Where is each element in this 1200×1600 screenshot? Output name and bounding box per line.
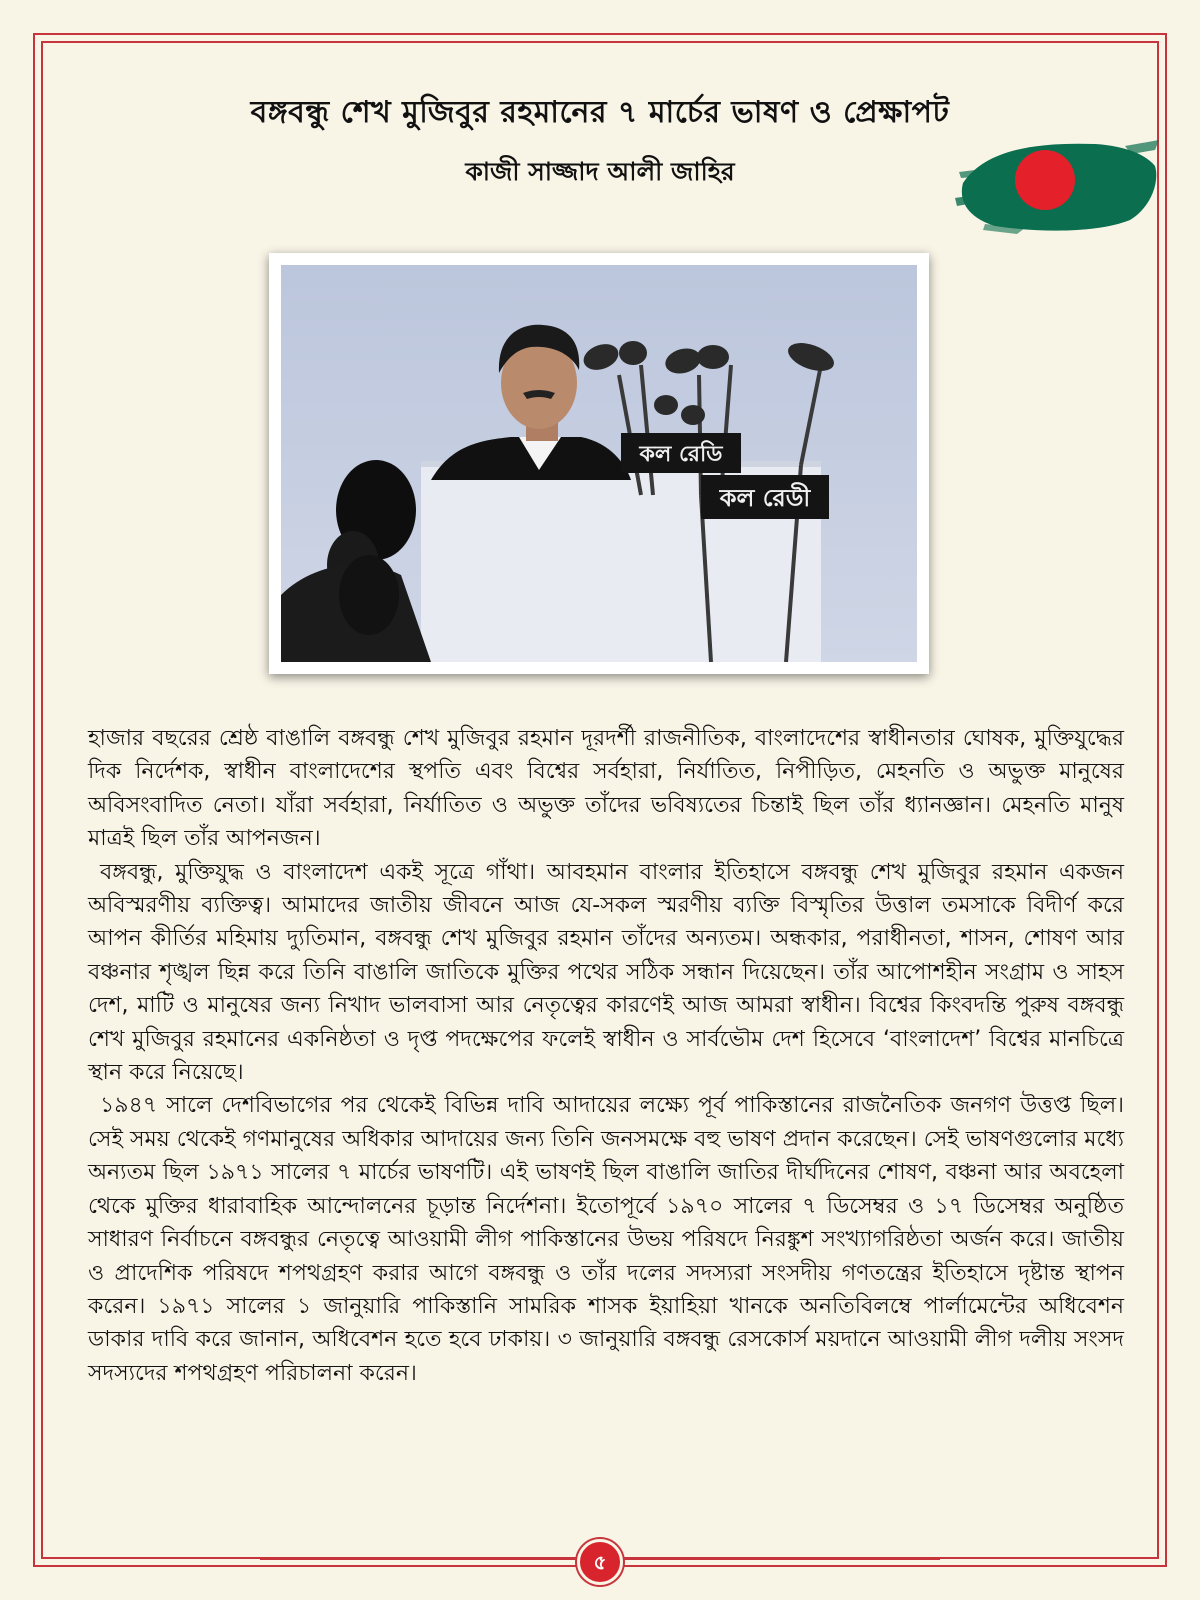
body-paragraph-3: ১৯৪৭ সালে দেশবিভাগের পর থেকেই বিভিন্ন দাবি আদায়ের লক্ষ্যে পূর্ব পাকিস্তানের রাজনৈতিক জনগণ উত্তপ্ত ছিল। সেই সময় থেকেই গণমানুষের অধিকার আদায়ের জন্য তিনি জনসমক্ষে বহু ভাষণ প্রদান করেছেন। সেই ভাষণগুলোর মধ্যে অন্যতম ছিল ১৯৭১ সালের ৭ মার্চের ভাষণটি। এই ভাষণই ছিল বাঙালি জাতির দীর্ঘদিনের শোষণ, বঞ্চনা আর অবহেলা থেকে মুক্তির ধারাবাহিক আন্দোলনের চূড়ান্ত নির্দেশনা। ইতোপূর্বে ১৯৭০ সালের ৭ ডিসেম্বর ও ১৭ ডিসেম্বর অনুষ্ঠিত সাধারণ নির্বাচনে বঙ্গবন্ধুর নেতৃত্বে আওয়ামী লীগ পাকিস্তানের উভয় পরিষদে নিরঙ্কুশ সংখ্যাগরিষ্ঠতা অর্জন করে। জাতীয় ও প্রাদেশিক পরিষদে শপথগ্রহণ করার আগে বঙ্গবন্ধু ও তাঁর দলের সদস্যরা সংসদীয় গণতন্ত্রের ইতিহাসে দৃষ্টান্ত স্থাপন করেন। ১৯৭১ সালের ১ জানুয়ারি পাকিস্তানি সামরিক শাসক ইয়াহিয়া খানকে অনতিবিলম্বে পার্লামেন্টের অধিবেশন ডাকার দাবি করে জানান, অধিবেশন হতে হবে ঢাকায়। ৩ জানুয়ারি বঙ্গবন্ধু রেসকোর্স ময়দানে আওয়ামী লীগ দলীয় সংসদ সদস্যদের শপথগ্রহণ পরিচালনা করেন। [88,1093,1124,1386]
speech-photo-frame [269,253,929,674]
article-author: কাজী সাজ্জাদ আলী জাহির [465,157,735,186]
speech-photo [281,265,917,662]
body-paragraph-2: বঙ্গবন্ধু, মুক্তিযুদ্ধ ও বাংলাদেশ একই সূত্রে গাঁথা। আবহমান বাংলার ইতিহাসে বঙ্গবন্ধু শেখ মুজিবুর রহমান একজন অবিস্মরণীয় ব্যক্তিত্ব। আমাদের জাতীয় জীবনে আজ যে-সকল স্মরণীয় ব্যক্তি বিস্মৃতির উত্তাল তমসাকে বিদীর্ণ করে আপন কীর্তির মহিমায় দ্যুতিমান, বঙ্গবন্ধু শেখ মুজিবুর রহমান তাঁদের অন্যতম। অন্ধকার, পরাধীনতা, শাসন, শোষণ আর বঞ্চনার শৃঙ্খল ছিন্ন করে তিনি বাঙালি জাতিকে মুক্তির পথের সঠিক সন্ধান দিয়েছেন। তাঁর আপোশহীন সংগ্রাম ও সাহস দেশ, মাটি ও মানুষের জন্য নিখাদ ভালবাসা আর নেতৃত্বের কারণেই আজ আমরা স্বাধীন। বিশ্বের কিংবদন্তি পুরুষ বঙ্গবন্ধু শেখ মুজিবুর রহমানের একনিষ্ঠতা ও দৃপ্ত পদক্ষেপের ফলেই স্বাধীন ও সার্বভৌম দেশ হিসেবে ‘বাংলাদেশ’ বিশ্বের মানচিত্রে স্থান করে নিয়েছে। [88,859,1124,1086]
body-paragraph-1: হাজার বছরের শ্রেষ্ঠ বাঙালি বঙ্গবন্ধু শেখ মুজিবুর রহমান দূরদর্শী রাজনীতিক, বাংলাদেশের স্বাধীনতার ঘোষক, মুক্তিযুদ্ধের দিক নির্দেশক, স্বাধীন বাংলাদেশের স্থপতি এবং বিশ্বের সর্বহারা, নির্যাতিত, নিপীড়িত, মেহনতি ও অভুক্ত মানুষের অবিসংবাদিত নেতা। যাঁরা সর্বহারা, নির্যাতিত ও অভুক্ত তাঁদের ভবিষ্যতের চিন্তাই ছিল তাঁর ধ্যানজ্ঞান। মেহনতি মানুষ মাত্রই ছিল তাঁর আপনজন। [88,726,1124,852]
bangladesh-flag-icon [955,128,1160,238]
mic-sign-text-1: কল রেডি [639,442,723,467]
article-title: বঙ্গবন্ধু শেখ মুজিবুর রহমানের ৭ মার্চের ভাষণ ও প্রেক্ষাপট [250,95,950,130]
mic-sign-text-2: কল রেডী [719,484,811,512]
article-body [88,722,1124,1390]
page-number: ৫ [577,1539,623,1585]
